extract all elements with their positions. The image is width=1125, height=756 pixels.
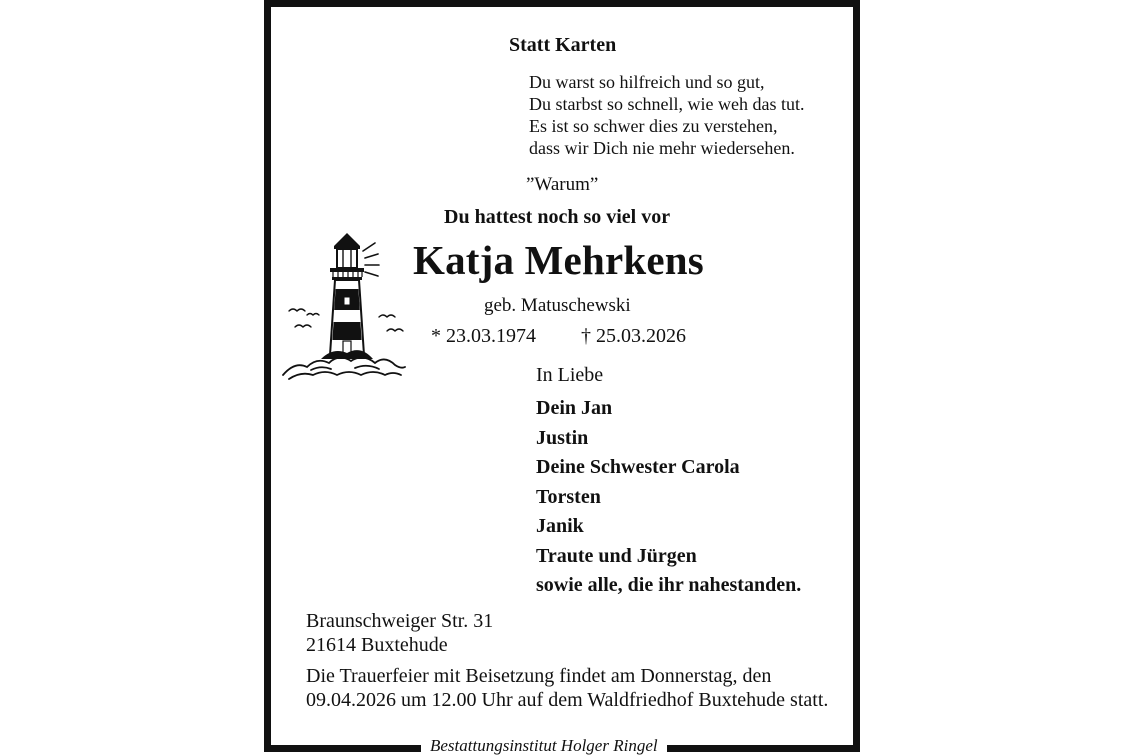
- mourner-name: Janik: [536, 515, 584, 537]
- undertaker-credit: Bestattungsinstitut Holger Ringel: [421, 734, 667, 756]
- address-block: [306, 609, 493, 657]
- mourner-name: sowie alle, die ihr nahestanden.: [536, 574, 802, 596]
- address-street: Braunschweiger Str. 31: [306, 610, 494, 632]
- poem-line: dass wir Dich nie mehr wiedersehen.: [529, 138, 795, 158]
- death-date: † 25.03.2026: [581, 325, 686, 347]
- mourner-name: Traute und Jürgen: [536, 544, 697, 567]
- lighthouse-icon: [281, 229, 407, 381]
- obituary-notice: [264, 0, 860, 755]
- mourner-name: Deine Schwester Carola: [536, 456, 740, 478]
- quote-text: ”Warum”: [526, 174, 599, 195]
- mourners-list: [536, 394, 801, 601]
- service-info: Die Trauerfeier mit Beisetzung findet am Donnerstag, den 09.04.2026 um 12.00 Uhr auf dem Waldfriedhof Buxtehude statt.: [306, 665, 829, 711]
- tagline: Du hattest noch so viel vor: [444, 206, 671, 228]
- deceased-name: Katja Mehrkens: [413, 237, 704, 283]
- poem-line: Es ist so schwer dies zu verstehen,: [529, 116, 778, 136]
- mourner-name: Dein Jan: [536, 397, 613, 419]
- poem: [529, 71, 804, 159]
- maiden-name: geb. Matuschewski: [484, 295, 631, 316]
- birth-date: * 23.03.1974: [431, 325, 536, 347]
- love-line: In Liebe: [536, 364, 604, 386]
- mourner-name: Justin: [536, 426, 589, 449]
- notice-heading: Statt Karten: [509, 34, 617, 56]
- poem-line: Du starbst so schnell, wie weh das tut.: [529, 94, 805, 114]
- poem-line: Du warst so hilfreich und so gut,: [529, 72, 765, 92]
- address-city: 21614 Buxtehude: [306, 634, 448, 656]
- mourner-name: Torsten: [536, 485, 601, 508]
